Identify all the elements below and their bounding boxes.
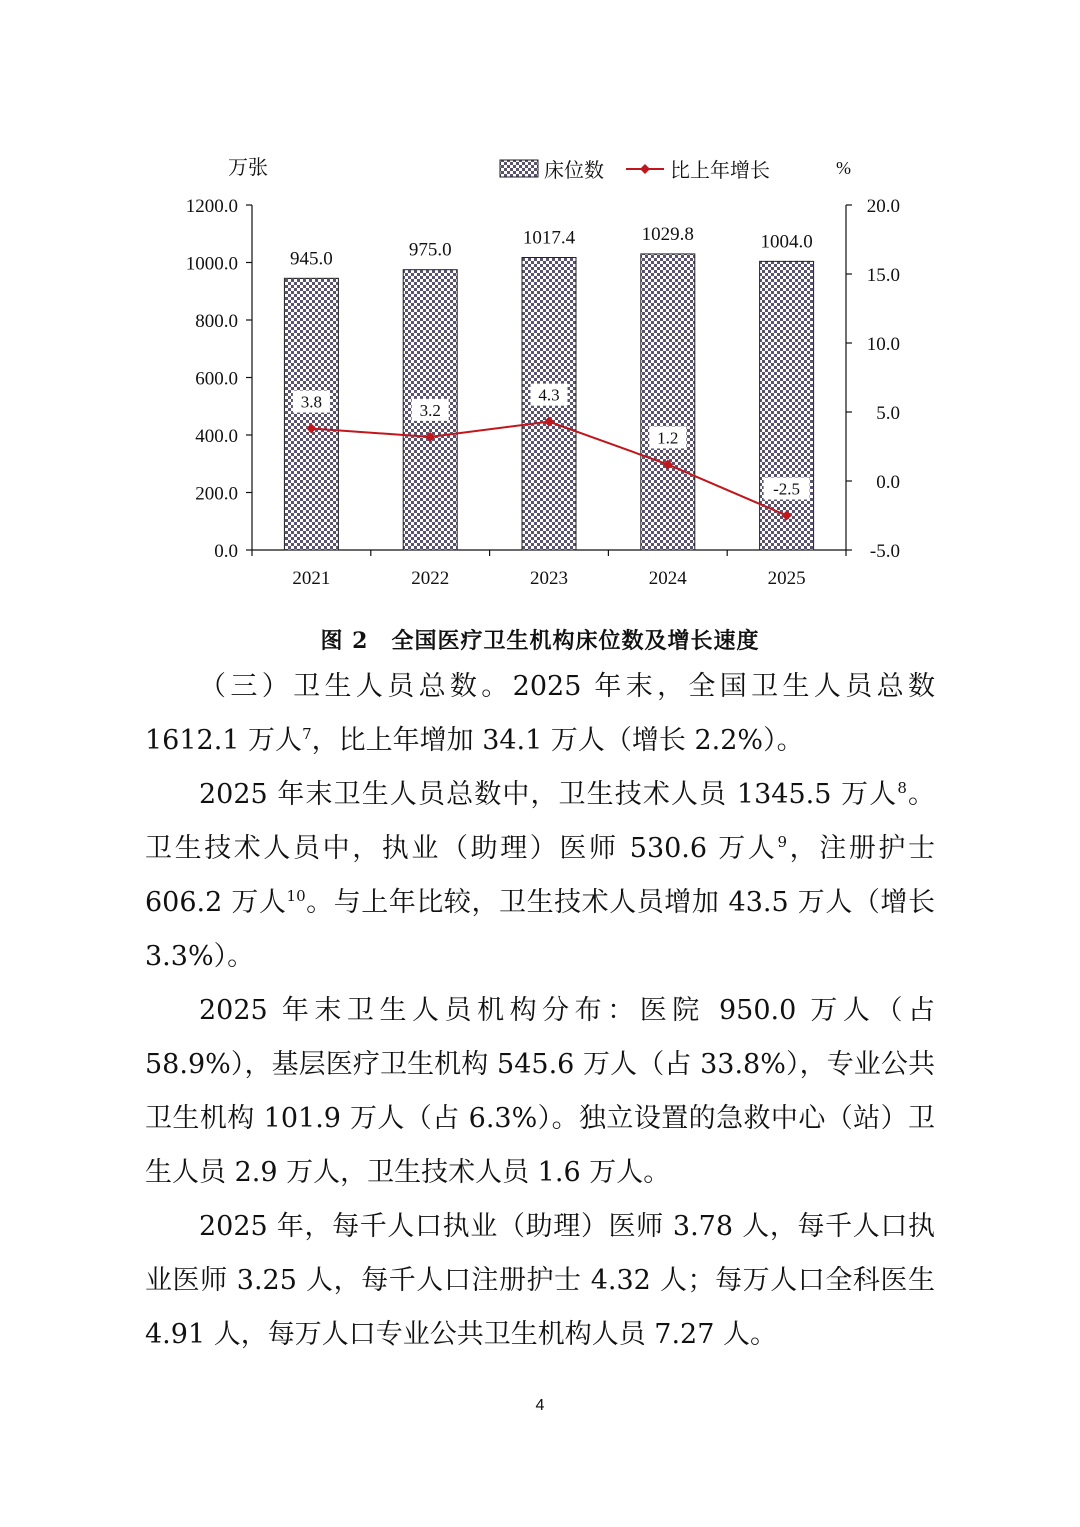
paragraph-per-capita: 2025 年，每千人口执业（助理）医师 3.78 人，每千人口执业医师 3.25 人，每千人口注册护士 4.32 人；每万人口全科医生 4.91 人，每万人口专业公共卫生机构人员 7.27 人。: [145, 1211, 935, 1350]
right-tick-label: 0.0: [876, 472, 900, 493]
paragraph-tech-staff: 2025 年末卫生人员总数中，卫生技术人员 1345.5 万人$^8$。卫生技术人员中，执业（助理）医师 530.6 万人$^9$，注册护士 606.2 万人$^{10}$。与上年比较，卫生技术人员增加 43.5 万人（增长 3.3%）。: [145, 779, 936, 972]
left-tick-label: 400.0: [195, 426, 238, 447]
x-tick-label: 2025: [767, 568, 806, 589]
bar-value-label: 1004.0: [760, 231, 813, 253]
legend-swatch-bar: [500, 160, 538, 177]
growth-value-label: 3.8: [300, 392, 323, 412]
growth-value-label: 3.2: [419, 400, 441, 420]
legend-swatch-marker: [640, 164, 650, 174]
right-tick-label: 10.0: [866, 334, 900, 355]
left-tick-label: 1000.0: [185, 253, 238, 275]
body-text: [145, 660, 935, 1362]
left-tick-label: 200.0: [195, 483, 238, 505]
bar-value-label: 1017.4: [522, 227, 576, 249]
right-tick-label: -5.0: [869, 541, 900, 562]
right-tick-label: 5.0: [876, 403, 900, 424]
growth-value-label: 1.2: [657, 428, 679, 448]
x-tick-label: 2021: [292, 568, 331, 589]
left-axis-unit: 万张: [228, 157, 268, 179]
figure-caption: 图 2 全国医疗卫生机构床位数及增长速度: [320, 628, 760, 654]
growth-value-label: -2.5: [773, 479, 801, 499]
right-tick-label: 20.0: [866, 196, 900, 217]
footnote-ref: 9: [777, 833, 787, 851]
paragraph-staff-total: （三）卫生人员总数。2025 年末，全国卫生人员总数 1612.1 万人$^7$，比上年增加 34.1 万人（增长 2.2%）。: [145, 671, 935, 756]
growth-value-label: 4.3: [538, 385, 560, 405]
left-tick-label: 0.0: [214, 541, 238, 562]
bar-value-label: 1029.8: [641, 223, 694, 245]
x-tick-label: 2023: [530, 568, 568, 589]
x-tick-label: 2022: [411, 568, 450, 589]
left-tick-label: 1200.0: [185, 196, 238, 217]
page-number: 4: [535, 1397, 545, 1414]
bar-bed-count: [284, 278, 338, 550]
left-tick-label: 600.0: [195, 368, 238, 390]
footnote-ref: 8: [897, 779, 907, 797]
left-tick-label: 800.0: [195, 311, 238, 332]
legend-label-bar: 床位数: [544, 160, 604, 182]
x-tick-label: 2024: [648, 568, 687, 589]
footnote-ref: 10: [286, 887, 306, 905]
chart-svg: [0, 0, 1080, 610]
legend-label-line: 比上年增长: [670, 160, 770, 182]
bed-count-chart: [0, 0, 1080, 610]
right-axis-unit: %: [836, 158, 851, 178]
bar-value-label: 945.0: [290, 248, 333, 270]
paragraph-distribution: 2025 年末卫生人员机构分布：医院 950.0 万人（占 58.9%），基层医疗卫生机构 545.6 万人（占 33.8%），专业公共卫生机构 101.9 万人（占 6.3%）。独立设置的急救中心（站）卫生人员 2.9 万人，卫生技术人员 1.6 万人。: [145, 995, 935, 1188]
bar-bed-count: [641, 254, 695, 550]
right-tick-label: 15.0: [866, 265, 900, 286]
bar-value-label: 975.0: [408, 239, 452, 261]
footnote-ref: 7: [302, 725, 312, 743]
